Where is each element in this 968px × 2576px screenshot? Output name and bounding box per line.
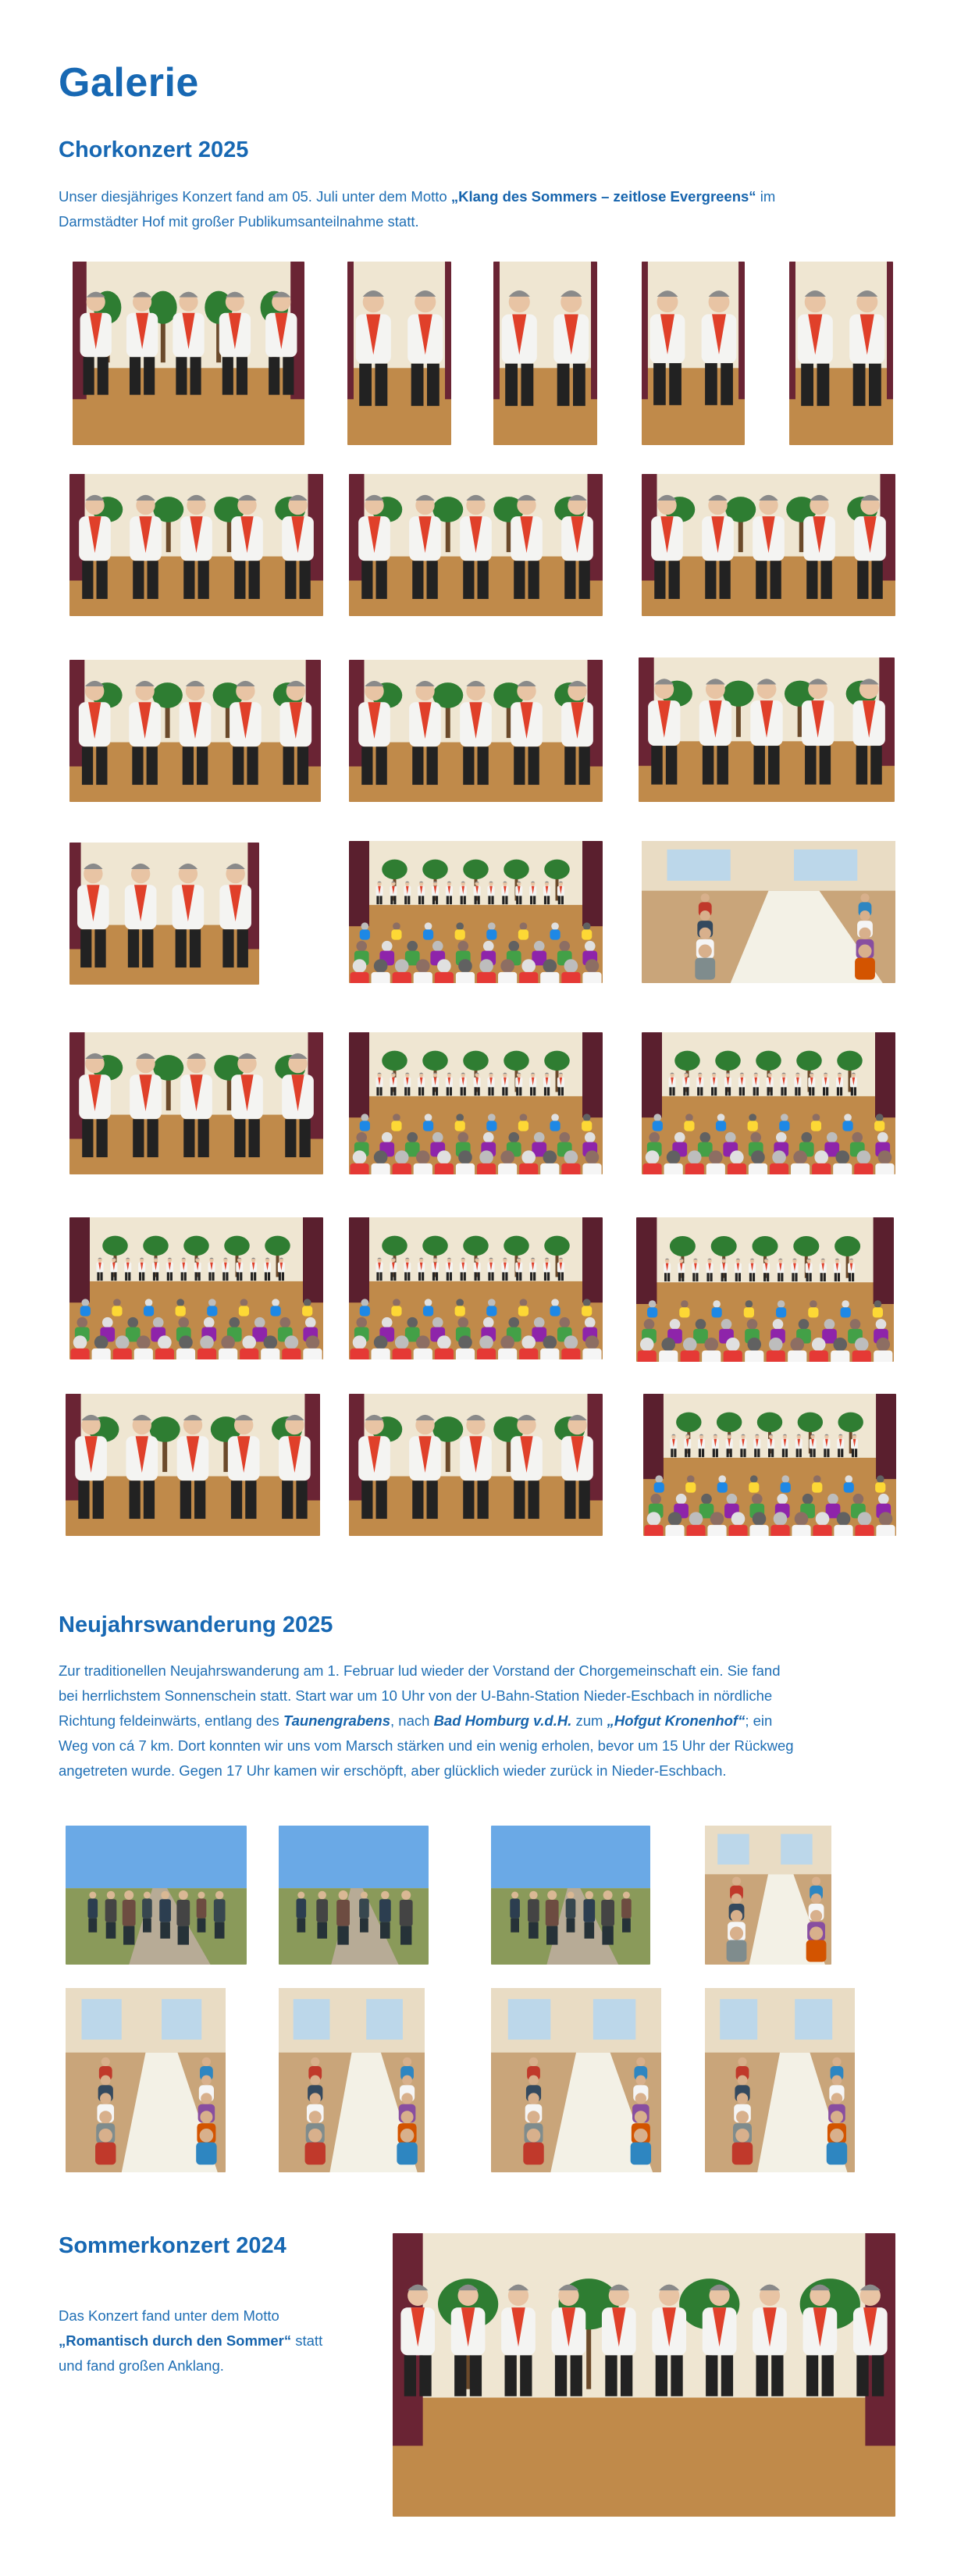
photo-image [69, 1032, 323, 1174]
gallery-photo[interactable] [642, 841, 895, 983]
photo-image [69, 660, 321, 802]
photo-image [789, 262, 893, 445]
gallery-photo[interactable] [789, 262, 893, 445]
photo-image [66, 1394, 320, 1536]
photo-image [349, 1217, 603, 1359]
gallery-photo[interactable] [636, 1217, 894, 1362]
gallery-photo[interactable] [349, 474, 603, 616]
photo-image [349, 660, 603, 802]
gallery-photo[interactable] [643, 1394, 896, 1536]
gallery-photo[interactable] [349, 660, 603, 802]
gallery-photo[interactable] [642, 262, 745, 445]
gallery-photo[interactable] [66, 1394, 320, 1536]
gallery-photo[interactable] [279, 1826, 429, 1965]
gallery-photo[interactable] [69, 474, 323, 616]
photo-image [66, 1826, 247, 1965]
photo-image [69, 474, 323, 616]
neujahrswanderung-description: Zur traditionellen Neujahrswanderung am 1. Februar lud wieder der Vorstand der Chorgemeinschaft ein. Sie fand bei herrlichstem Sonnenschein statt. Start war um 10 Uhr von der U-Bahn-Station Nieder-Eschbach in nördliche Richtung feldeinwärts, entlang des Taunengrabens, nach Bad Homburg v.d.H. zum „Hofgut Kronenhof“; ein Weg von cá 7 km. Dort konnten wir uns vom Marsch stärken und ein wenig erholen, bevor um 15 Uhr der Rückweg angetreten wurde. Gegen 17 Uhr kamen wir erschöpft, aber glücklich wieder zurück in Nieder-Eschbach. [59, 1662, 794, 1779]
gallery-photo[interactable] [349, 841, 603, 983]
section-title-neujahrswanderung-2025: Neujahrswanderung 2025 [59, 1612, 333, 1637]
gallery-photo[interactable] [73, 262, 304, 445]
section-title-sommerkonzert-2024: Sommerkonzert 2024 [59, 2233, 286, 2258]
photo-image [393, 2233, 895, 2517]
photo-image [491, 1988, 661, 2172]
photo-image [279, 1826, 429, 1965]
photo-image [636, 1217, 894, 1362]
sommerkonzert-motto: „Romantisch durch den Sommer“ [59, 2332, 292, 2349]
gallery-photo[interactable] [349, 1217, 603, 1359]
photo-image [705, 1826, 831, 1965]
gallery-photo[interactable] [639, 657, 895, 802]
gallery-photo[interactable] [393, 2233, 895, 2517]
photo-image [69, 843, 259, 985]
photo-image [705, 1988, 855, 2172]
gallery-photo[interactable] [69, 843, 259, 985]
photo-image [349, 474, 603, 616]
gallery-photo[interactable] [66, 1988, 226, 2172]
place-taunengraben: Taunengrabens [283, 1712, 391, 1729]
photo-image [642, 474, 895, 616]
place-hofgut-kronenhof: „Hofgut Kronenhof“ [607, 1712, 746, 1729]
photo-image [347, 262, 451, 445]
photo-image [73, 262, 304, 445]
photo-image [643, 1394, 896, 1536]
photo-image [642, 1032, 895, 1174]
sommerkonzert-description: Das Konzert fand unter dem Motto „Romantisch durch den Sommer“ statt und fand großen Anklang. [59, 2307, 323, 2374]
photo-image [642, 262, 745, 445]
photo-image [642, 841, 895, 983]
gallery-photo[interactable] [642, 1032, 895, 1174]
photo-image [639, 657, 895, 802]
gallery-photo[interactable] [349, 1394, 603, 1536]
photo-image [349, 1032, 603, 1174]
gallery-photo[interactable] [69, 1032, 323, 1174]
gallery-photo[interactable] [69, 1217, 323, 1359]
gallery-photo[interactable] [347, 262, 451, 445]
gallery-photo[interactable] [705, 1826, 831, 1965]
section-title-chorkonzert-2025: Chorkonzert 2025 [59, 137, 249, 162]
photo-image [349, 841, 603, 983]
gallery-photo[interactable] [279, 1988, 425, 2172]
place-bad-homburg: Bad Homburg v.d.H. [433, 1712, 572, 1729]
chorkonzert-motto: „Klang des Sommers – zeitlose Evergreens“ [450, 188, 756, 205]
gallery-photo[interactable] [491, 1826, 650, 1965]
photo-image [491, 1826, 650, 1965]
photo-image [66, 1988, 226, 2172]
gallery-photo[interactable] [66, 1826, 247, 1965]
gallery-photo[interactable] [69, 660, 321, 802]
photo-image [493, 262, 597, 445]
gallery-photo[interactable] [349, 1032, 603, 1174]
gallery-photo[interactable] [705, 1988, 855, 2172]
gallery-photo[interactable] [491, 1988, 661, 2172]
page-title: Galerie [59, 60, 199, 105]
gallery-photo[interactable] [642, 474, 895, 616]
photo-image [279, 1988, 425, 2172]
gallery-photo[interactable] [493, 262, 597, 445]
chorkonzert-description: Unser diesjähriges Konzert fand am 05. Juli unter dem Motto „Klang des Sommers – zeitlose Evergreens“ im Darmstädter Hof mit großer Publikumsanteilnahme statt. [59, 188, 776, 230]
photo-image [349, 1394, 603, 1536]
photo-image [69, 1217, 323, 1359]
